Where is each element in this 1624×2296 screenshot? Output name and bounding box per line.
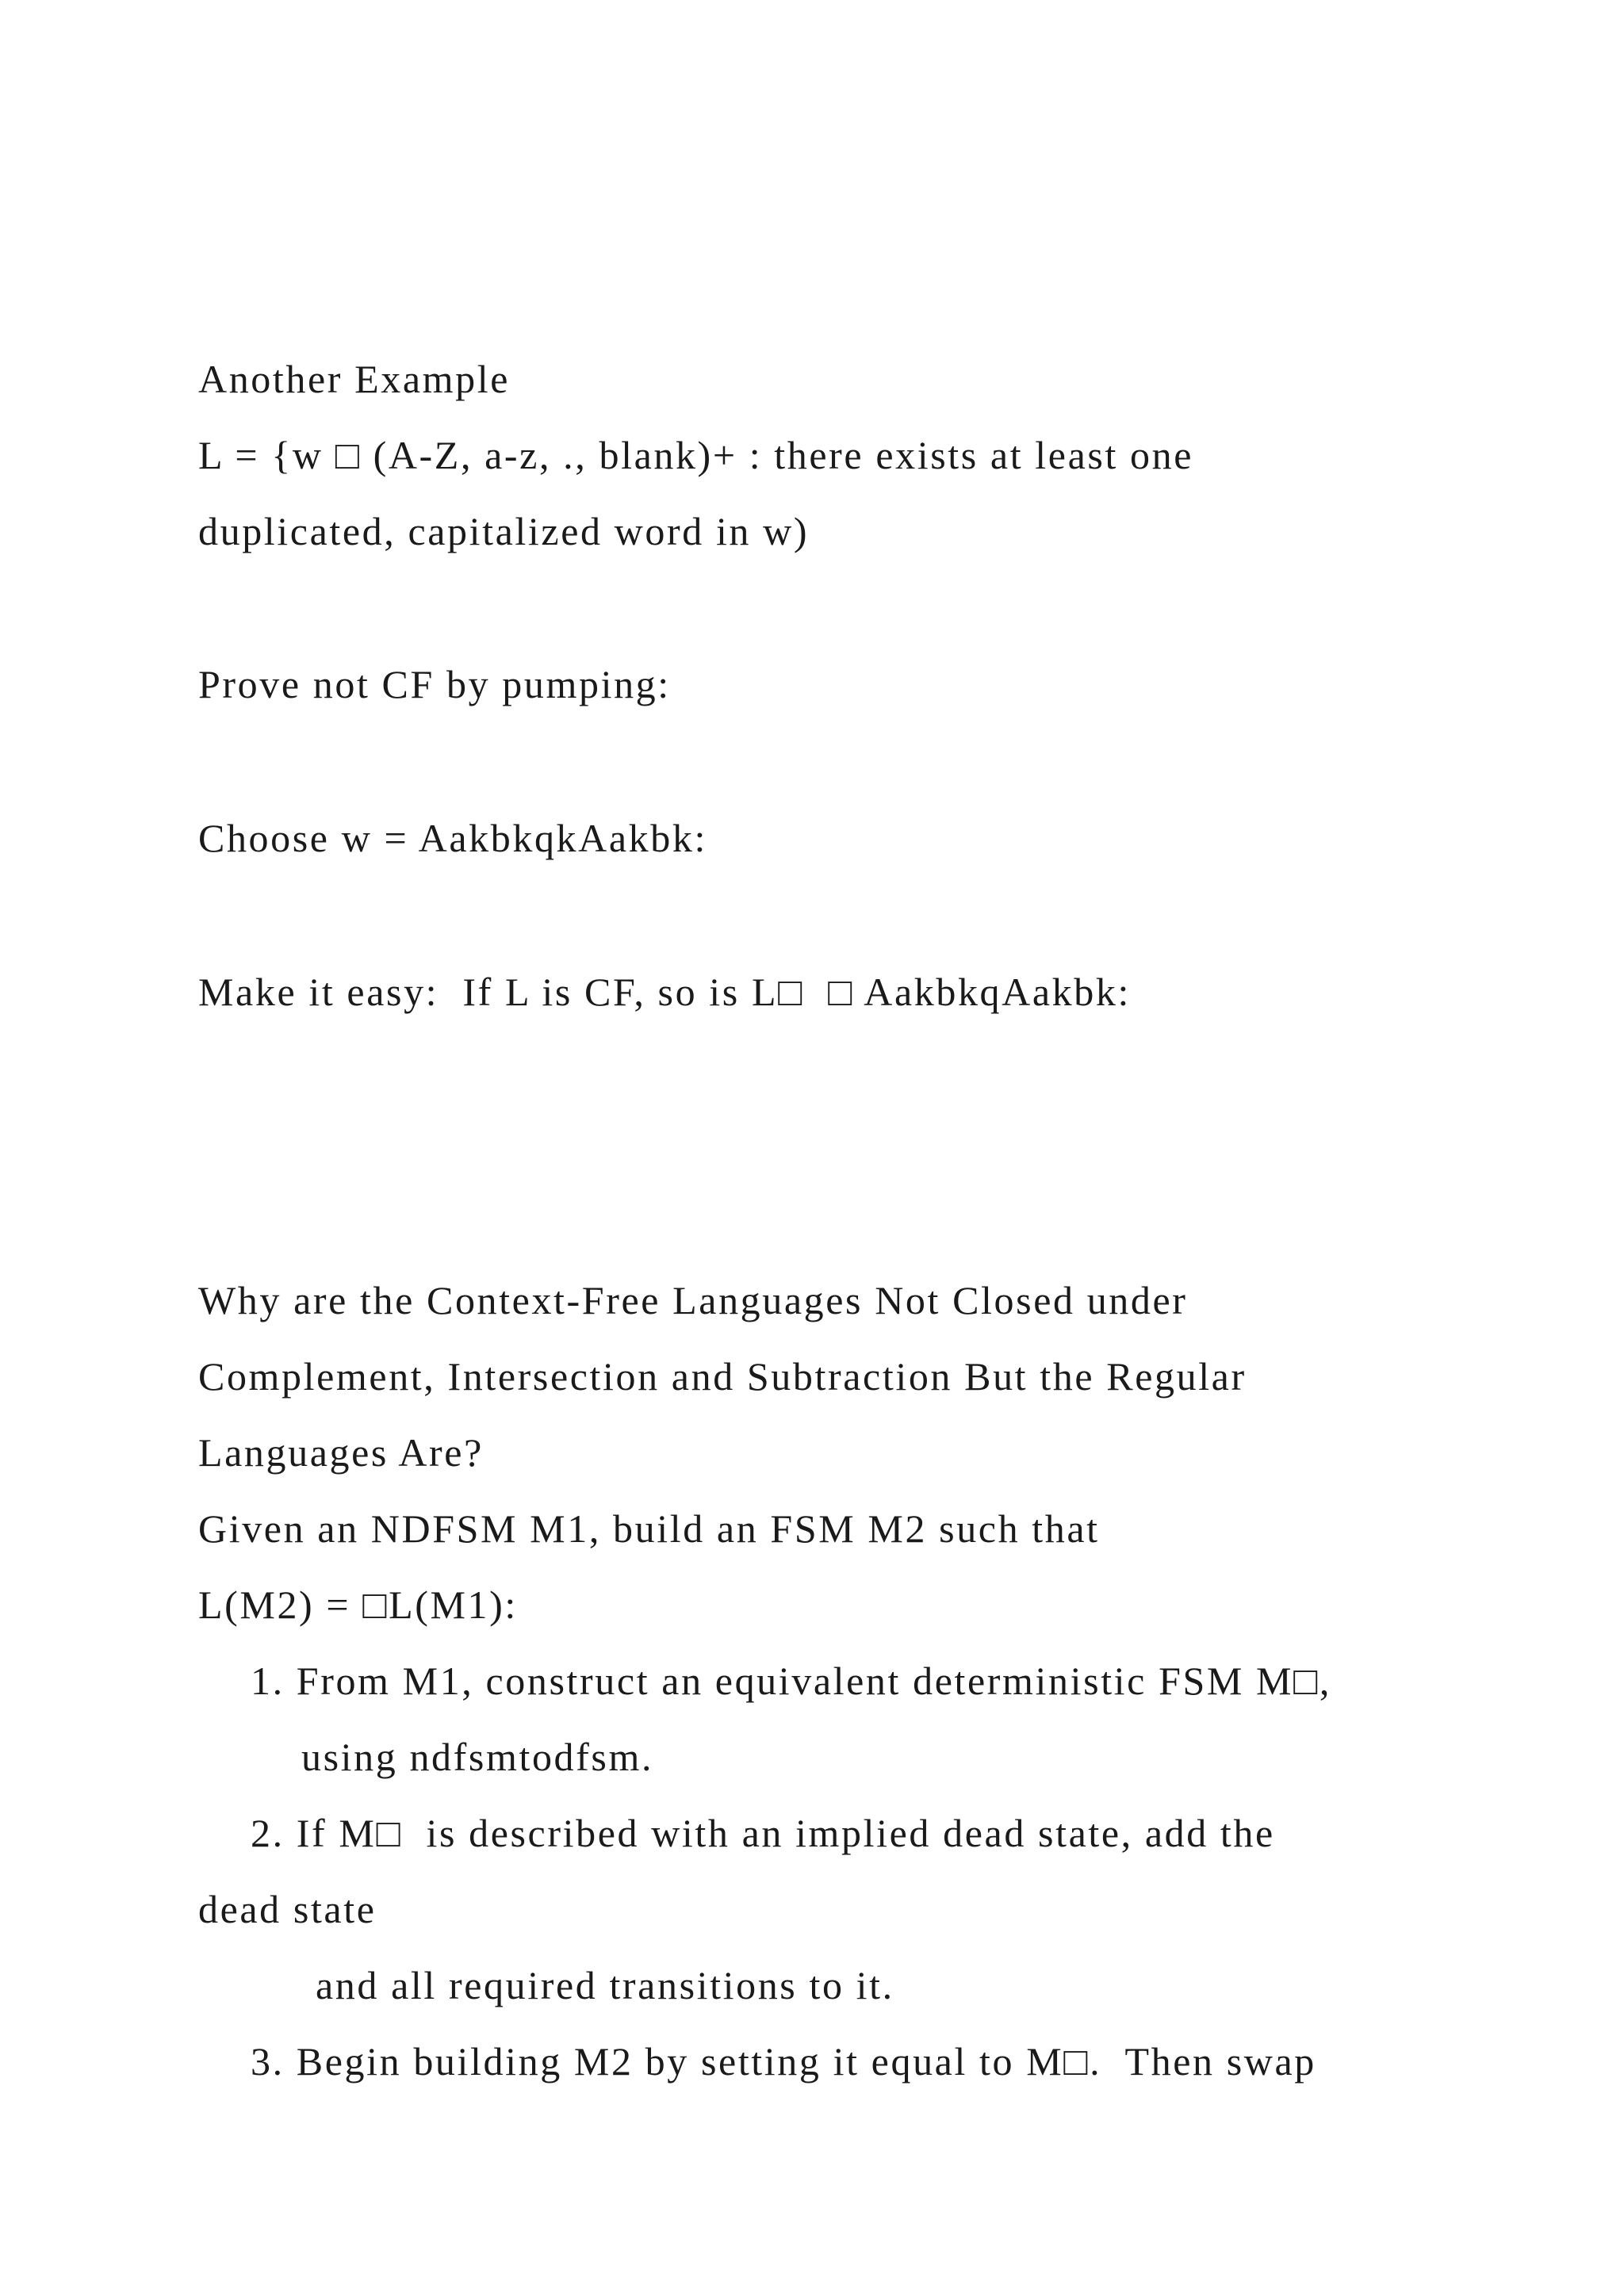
section-heading-another-example: Another Example [198,357,511,401]
given-statement-line-1: Given an NDFSM M1, build an FSM M2 such that [198,1506,1100,1551]
language-definition-line-1: L = {w □ (A-Z, a-z, ., blank)+ : there exists at least one [198,433,1194,477]
language-definition-line-2: duplicated, capitalized word in w) [198,509,810,553]
step-1-line-2: using ndfsmtodfsm. [301,1735,654,1779]
given-statement-line-2: L(M2) = □L(M1): [198,1582,518,1627]
make-it-easy-statement: Make it easy: If L is CF, so is L□ □ AakbkqAakbk: [198,970,1131,1014]
step-3-line-1: 3. Begin building M2 by setting it equal to M□. Then swap [251,2039,1316,2084]
step-2-line-2: dead state [198,1887,377,1931]
choose-string-statement: Choose w = AakbkqkAakbk: [198,816,707,860]
step-2-line-3: and all required transitions to it. [316,1963,894,2007]
section-heading-line-3: Languages Are? [198,1430,484,1475]
prove-statement: Prove not CF by pumping: [198,662,671,706]
section-heading-line-1: Why are the Context-Free Languages Not Closed under [198,1278,1188,1322]
step-1-line-1: 1. From M1, construct an equivalent deterministic FSM M□, [251,1659,1331,1703]
section-heading-line-2: Complement, Intersection and Subtraction But the Regular [198,1354,1247,1399]
step-2-line-1: 2. If M□ is described with an implied dead state, add the [251,1811,1275,1855]
